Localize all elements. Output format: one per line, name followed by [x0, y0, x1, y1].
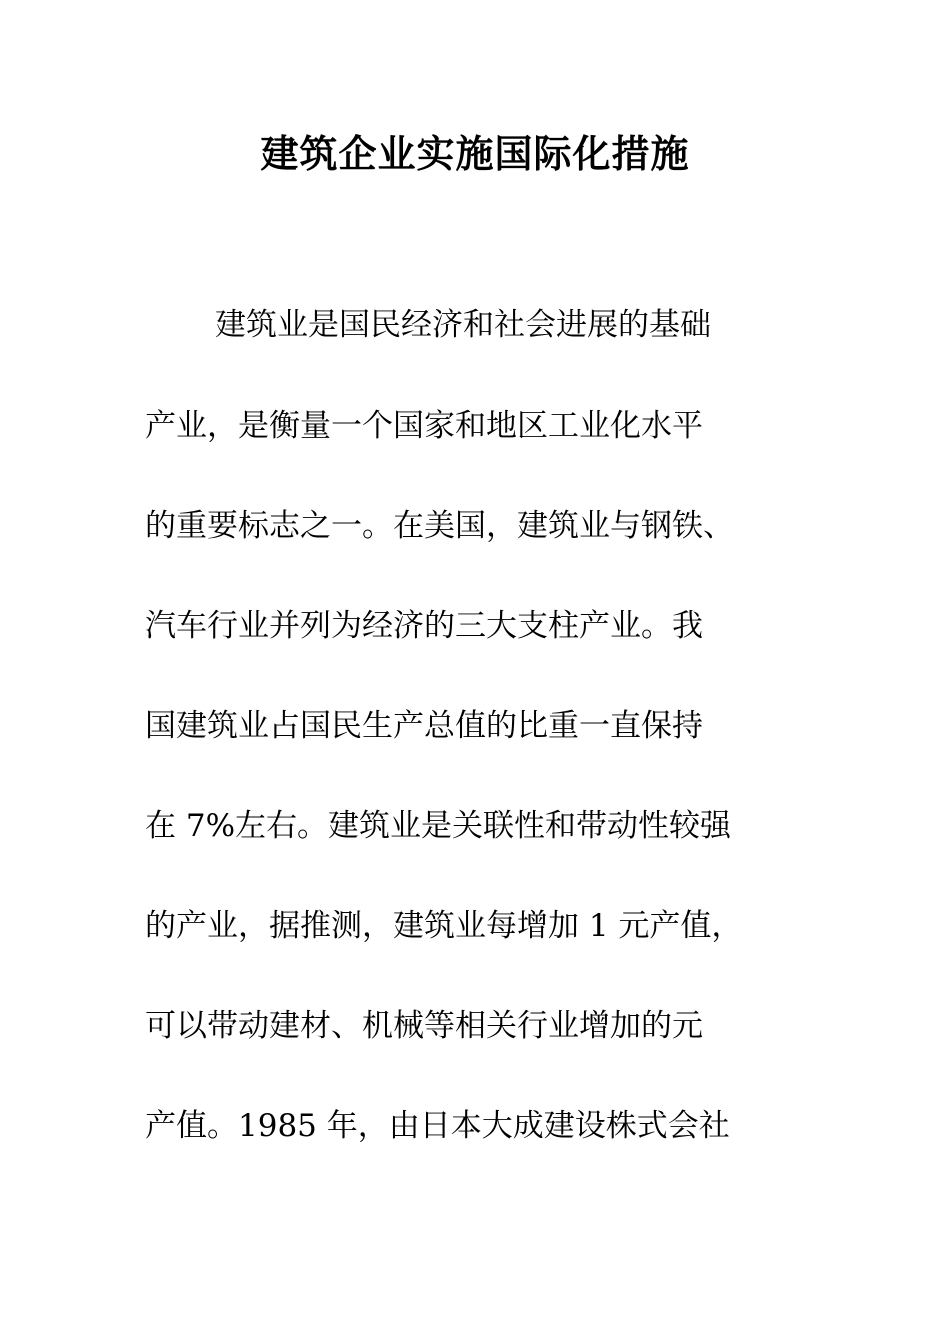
paragraph-line: 可以带动建材、机械等相关行业增加的元	[145, 1008, 703, 1044]
paragraph-line: 产业，是衡量一个国家和地区工业化水平	[145, 408, 703, 444]
paragraph-line: 建筑业是国民经济和社会进展的基础	[215, 307, 711, 343]
paragraph-line: 在 7%左右。建筑业是关联性和带动性较强	[145, 808, 732, 844]
paragraph-line: 的重要标志之一。在美国，建筑业与钢铁、	[145, 508, 734, 544]
paragraph-line: 产值。1985 年，由日本大成建设株式会社	[145, 1108, 730, 1144]
paragraph-line: 汽车行业并列为经济的三大支柱产业。我	[145, 608, 703, 644]
paragraph-line: 的产业，据推测，建筑业每增加 1 元产值，	[145, 908, 743, 944]
document-title: 建筑企业实施国际化措施	[260, 131, 690, 176]
paragraph-line: 国建筑业占国民生产总值的比重一直保持	[145, 708, 703, 744]
